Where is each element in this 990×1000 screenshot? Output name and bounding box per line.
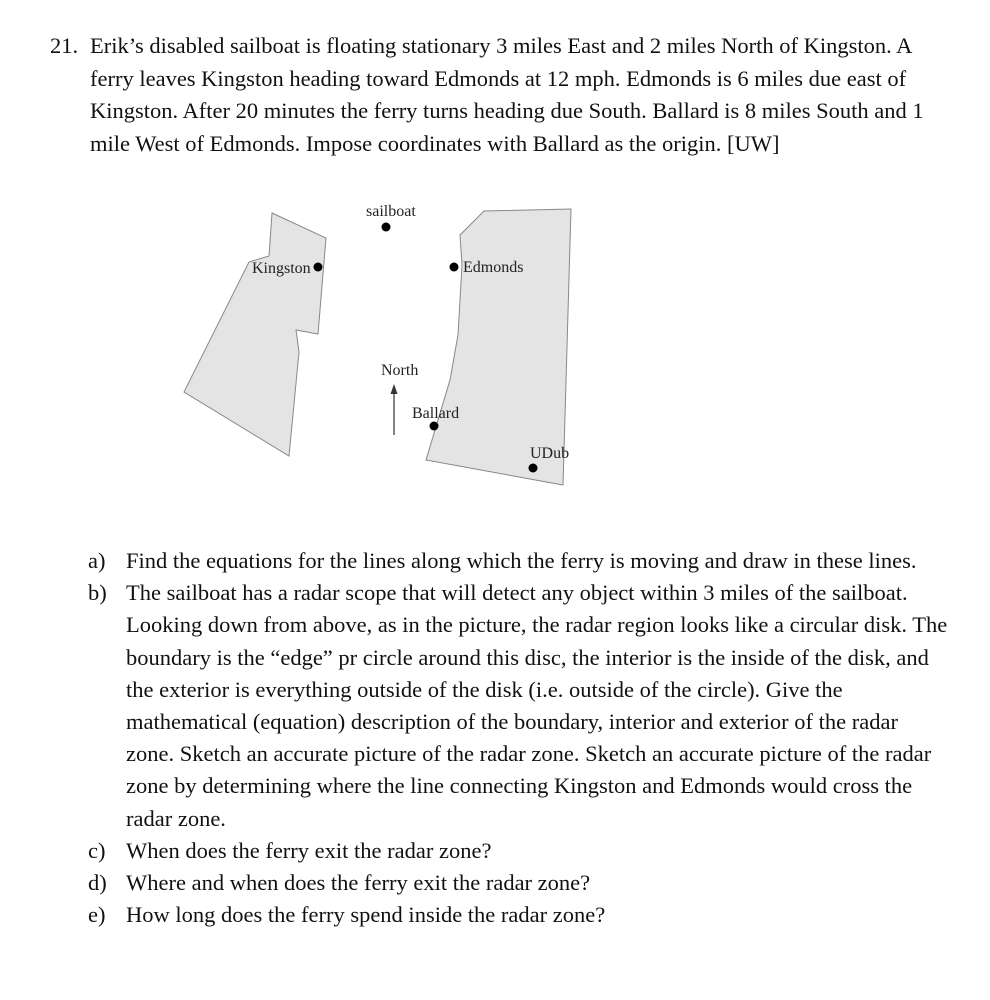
- sailboat-label: sailboat: [366, 203, 416, 220]
- part-c-text: When does the ferry exit the radar zone?: [126, 837, 492, 863]
- udub-label: UDub: [530, 445, 570, 462]
- part-b-text: The sailboat has a radar scope that will detect any object within 3 miles of the sailboat. Looking down from above, as in the picture, the radar region looks like a circular disk. The boundary is the “edge” pr circle around this disc, the interior is the inside of the disk, and the exterior is everything outside of the disk (i.e. outside of the circle). Give the mathematical (equation) description of the boundary, interior and exterior of the radar zone. Sketch an accurate picture of the radar zone. Sketch an accurate picture of the radar zone by determining where the line connecting Kingston and Edmonds would cross the radar zone.: [126, 580, 948, 831]
- problem-number: 21.: [50, 33, 79, 58]
- part-e: [88, 899, 948, 931]
- part-d-text: Where and when does the ferry exit the radar zone?: [126, 870, 591, 896]
- sailboat-dot: [382, 223, 391, 232]
- east-land-mass: [426, 209, 571, 485]
- edmonds-label: Edmonds: [463, 259, 524, 276]
- part-b: [88, 577, 948, 835]
- part-b-label: b): [88, 580, 107, 606]
- question-parts: [88, 545, 948, 931]
- problem-text: Erik’s disabled sailboat is floating stationary 3 miles East and 2 miles North of Kingston. A ferry leaves Kingston heading toward Edmonds at 12 mph. Edmonds is 6 miles due east of Kingston. After 20 minutes the ferry turns heading due South. Ballard is 8 miles South and 1 mile West of Edmonds. Impose coordinates with Ballard as the origin. [UW]: [90, 33, 924, 156]
- edmonds-dot: [450, 263, 459, 272]
- ballard-dot: [430, 422, 439, 431]
- part-d-label: d): [88, 870, 107, 896]
- kingston-label: Kingston: [252, 260, 311, 277]
- part-c: [88, 835, 948, 867]
- udub-dot: [529, 464, 538, 473]
- part-a: [88, 545, 948, 577]
- ballard-label: Ballard: [412, 405, 460, 422]
- kingston-dot: [314, 263, 323, 272]
- part-e-text: How long does the ferry spend inside the radar zone?: [126, 902, 606, 928]
- north-arrow-icon: [391, 384, 398, 394]
- north-label: North: [381, 362, 419, 379]
- part-a-text: Find the equations for the lines along which the ferry is moving and draw in these lines.: [126, 548, 917, 573]
- west-land-mass: [184, 213, 326, 456]
- part-d: [88, 867, 948, 899]
- part-e-label: e): [88, 902, 106, 928]
- part-a-label: a): [88, 548, 106, 573]
- part-c-label: c): [88, 837, 106, 863]
